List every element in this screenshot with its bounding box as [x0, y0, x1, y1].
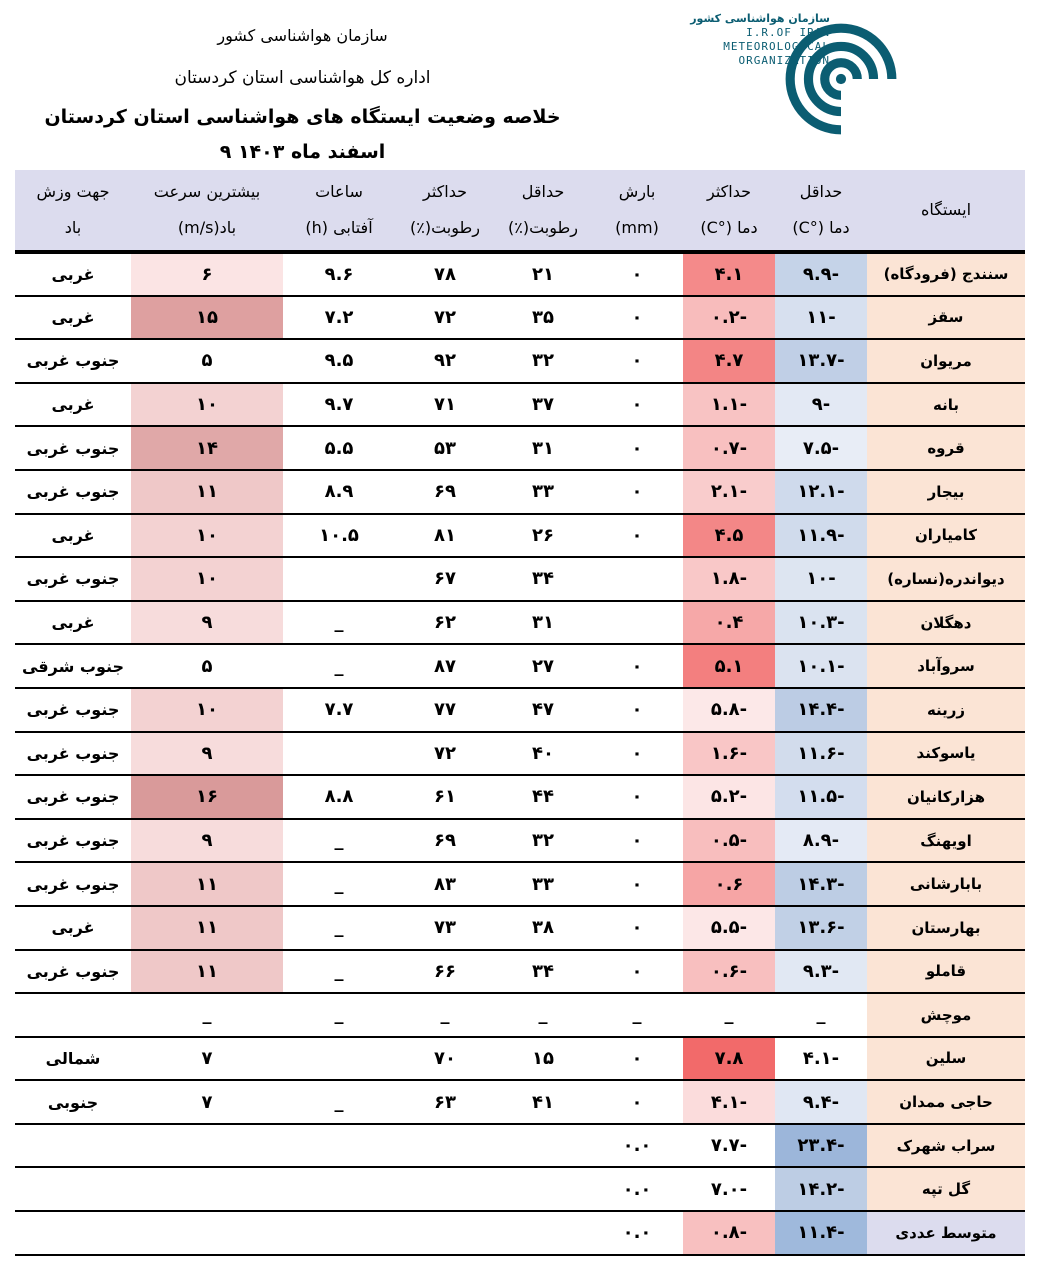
cell-station: زرینه — [867, 688, 1025, 732]
column-header-max-humidity — [395, 170, 495, 252]
cell-max-humidity — [395, 1167, 495, 1211]
logo-text-en-1: I.R.OF IRAN — [746, 26, 830, 39]
cell-wind-dir — [15, 1211, 131, 1255]
cell-max-humidity: ۸۷ — [395, 644, 495, 688]
cell-max-humidity: ۶۹ — [395, 819, 495, 863]
cell-station: سلین — [867, 1037, 1025, 1081]
header-org: سازمان هواشناسی کشور — [217, 26, 388, 45]
cell-max-wind — [131, 1167, 283, 1211]
cell-min-temp: -۷.۵ — [775, 426, 867, 470]
column-header-unit: باد — [64, 218, 82, 237]
cell-station: گل تپه — [867, 1167, 1025, 1211]
cell-max-humidity: ۷۲ — [395, 296, 495, 340]
column-header-sunshine — [283, 170, 395, 252]
table-row — [15, 644, 1025, 688]
cell-station: هزارکانیان — [867, 775, 1025, 819]
column-header-max-wind — [131, 170, 283, 252]
cell-wind-dir: جنوب غربی — [15, 950, 131, 994]
column-header-label: حداکثر — [706, 182, 751, 201]
cell-sunshine: _ — [283, 862, 395, 906]
cell-max-temp: -۰.۵ — [683, 819, 775, 863]
report-title: خلاصه وضعیت ایستگاه های هواشناسی استان کردستان — [44, 106, 561, 128]
cell-max-wind: ۱۴ — [131, 426, 283, 470]
cell-min-temp: -۱۲.۱ — [775, 470, 867, 514]
cell-rain: ۰ — [591, 383, 683, 427]
cell-wind-dir: جنوب غربی — [15, 688, 131, 732]
cell-rain: ۰ — [591, 514, 683, 558]
cell-max-wind: ۷ — [131, 1080, 283, 1124]
logo-text-en-2: METEOROLOGICAL — [723, 40, 830, 53]
cell-sunshine: ۸.۹ — [283, 470, 395, 514]
cell-max-humidity: ۵۳ — [395, 426, 495, 470]
cell-sunshine: ۷.۲ — [283, 296, 395, 340]
cell-min-humidity: ۴۰ — [495, 732, 591, 776]
cell-min-temp: -۱۳.۷ — [775, 339, 867, 383]
cell-min-humidity — [495, 1167, 591, 1211]
cell-min-humidity: _ — [495, 993, 591, 1037]
cell-max-temp: ۴.۷ — [683, 339, 775, 383]
cell-max-temp: ۰.۴ — [683, 601, 775, 645]
cell-max-humidity: ۶۷ — [395, 557, 495, 601]
table-row — [15, 906, 1025, 950]
cell-max-wind: ۵ — [131, 339, 283, 383]
stations-table — [15, 170, 1025, 1256]
cell-max-humidity: ۷۷ — [395, 688, 495, 732]
column-header-unit: باد(m/s) — [177, 218, 237, 237]
table-row — [15, 514, 1025, 558]
cell-min-humidity: ۲۱ — [495, 252, 591, 296]
cell-wind-dir: جنوب غربی — [15, 862, 131, 906]
cell-max-wind: ۱۰ — [131, 514, 283, 558]
table-row — [15, 819, 1025, 863]
cell-max-wind: ۵ — [131, 644, 283, 688]
cell-min-temp: -۱۳.۶ — [775, 906, 867, 950]
cell-max-humidity: ۸۱ — [395, 514, 495, 558]
cell-wind-dir: غربی — [15, 383, 131, 427]
cell-min-temp: -۹ — [775, 383, 867, 427]
cell-rain: ۰ — [591, 1080, 683, 1124]
cell-max-wind: ۱۱ — [131, 862, 283, 906]
cell-sunshine: ۹.۶ — [283, 252, 395, 296]
cell-min-humidity: ۳۱ — [495, 426, 591, 470]
cell-max-humidity — [395, 1124, 495, 1168]
cell-max-humidity: ۷۸ — [395, 252, 495, 296]
cell-min-temp: -۱۴.۳ — [775, 862, 867, 906]
cell-rain: ۰ — [591, 688, 683, 732]
cell-station: قاملو — [867, 950, 1025, 994]
cell-max-wind: ۱۱ — [131, 906, 283, 950]
cell-wind-dir: جنوب غربی — [15, 426, 131, 470]
cell-wind-dir — [15, 993, 131, 1037]
cell-max-temp: ۴.۵ — [683, 514, 775, 558]
cell-wind-dir: غربی — [15, 601, 131, 645]
cell-max-wind: ۱۰ — [131, 383, 283, 427]
cell-min-temp: -۹.۹ — [775, 252, 867, 296]
cell-max-humidity: ۶۶ — [395, 950, 495, 994]
cell-max-temp: -۵.۵ — [683, 906, 775, 950]
cell-station: مریوان — [867, 339, 1025, 383]
cell-min-humidity: ۳۵ — [495, 296, 591, 340]
cell-station: بابارشانی — [867, 862, 1025, 906]
cell-max-humidity: ۸۳ — [395, 862, 495, 906]
cell-min-temp: -۸.۹ — [775, 819, 867, 863]
cell-max-temp: -۵.۲ — [683, 775, 775, 819]
table-row — [15, 557, 1025, 601]
report-date: ۹ اسفند ماه ۱۴۰۳ — [219, 141, 386, 163]
spiral-logo-icon — [780, 18, 902, 140]
table-row — [15, 1080, 1025, 1124]
cell-max-wind: ۶ — [131, 252, 283, 296]
cell-min-temp: -۱۱ — [775, 296, 867, 340]
cell-max-temp: -۱.۶ — [683, 732, 775, 776]
logo-text-en-3: ORGANIZATION — [738, 54, 830, 67]
cell-sunshine — [283, 557, 395, 601]
table-row — [15, 383, 1025, 427]
cell-max-humidity: ۷۱ — [395, 383, 495, 427]
cell-min-temp: _ — [775, 993, 867, 1037]
cell-station: اویهنگ — [867, 819, 1025, 863]
cell-min-temp: -۱۱.۶ — [775, 732, 867, 776]
cell-max-humidity: _ — [395, 993, 495, 1037]
meteorological-organization-logo — [690, 8, 905, 143]
cell-max-humidity — [395, 1211, 495, 1255]
cell-min-humidity: ۴۴ — [495, 775, 591, 819]
cell-min-humidity — [495, 1211, 591, 1255]
cell-min-temp: -۱۰.۱ — [775, 644, 867, 688]
column-header-unit: آفتابی (h) — [305, 218, 373, 237]
cell-max-humidity: ۶۲ — [395, 601, 495, 645]
cell-rain: ۰ — [591, 862, 683, 906]
cell-max-wind: ۹ — [131, 819, 283, 863]
cell-sunshine: _ — [283, 950, 395, 994]
table-row — [15, 862, 1025, 906]
cell-station: سنندج (فرودگاه) — [867, 252, 1025, 296]
cell-station: دهگلان — [867, 601, 1025, 645]
cell-sunshine — [283, 1124, 395, 1168]
cell-rain: ۰ — [591, 296, 683, 340]
cell-rain: ۰ — [591, 1037, 683, 1081]
cell-wind-dir — [15, 1124, 131, 1168]
cell-wind-dir: جنوبی — [15, 1080, 131, 1124]
cell-station: سروآباد — [867, 644, 1025, 688]
cell-wind-dir: جنوب غربی — [15, 732, 131, 776]
cell-max-temp: -۵.۸ — [683, 688, 775, 732]
cell-max-temp: -۰.۶ — [683, 950, 775, 994]
cell-max-temp: ۵.۱ — [683, 644, 775, 688]
cell-min-temp: -۱۰ — [775, 557, 867, 601]
cell-max-wind: ۱۰ — [131, 557, 283, 601]
column-header-unit: دما (°C) — [792, 218, 850, 237]
cell-max-humidity: ۷۲ — [395, 732, 495, 776]
cell-max-humidity: ۶۹ — [395, 470, 495, 514]
logo-text-fa: سازمان هواشناسی کشور — [690, 12, 830, 25]
cell-min-humidity — [495, 1124, 591, 1168]
cell-max-temp: ۰.۶ — [683, 862, 775, 906]
table-row — [15, 775, 1025, 819]
column-header-label: ساعات — [315, 182, 363, 201]
cell-station: بهارستان — [867, 906, 1025, 950]
cell-wind-dir: غربی — [15, 296, 131, 340]
column-header-unit: رطوبت(٪) — [410, 218, 480, 237]
cell-wind-dir: جنوب غربی — [15, 339, 131, 383]
cell-sunshine — [283, 1167, 395, 1211]
table-row — [15, 1037, 1025, 1081]
cell-sunshine: _ — [283, 819, 395, 863]
cell-max-temp: -۰.۷ — [683, 426, 775, 470]
cell-sunshine: ۱۰.۵ — [283, 514, 395, 558]
cell-station: متوسط عددی — [867, 1211, 1025, 1255]
column-header-rain — [591, 170, 683, 252]
cell-sunshine: _ — [283, 906, 395, 950]
cell-min-humidity: ۳۴ — [495, 950, 591, 994]
cell-max-wind: ۱۱ — [131, 470, 283, 514]
cell-sunshine: ۹.۵ — [283, 339, 395, 383]
cell-wind-dir — [15, 1167, 131, 1211]
cell-rain — [591, 601, 683, 645]
cell-max-humidity: ۷۳ — [395, 906, 495, 950]
cell-max-humidity: ۷۰ — [395, 1037, 495, 1081]
table-row — [15, 688, 1025, 732]
cell-max-wind: ۱۰ — [131, 688, 283, 732]
cell-rain: ۰.۰ — [591, 1167, 683, 1211]
cell-min-temp: -۴.۱ — [775, 1037, 867, 1081]
cell-min-temp: -۱۱.۴ — [775, 1211, 867, 1255]
cell-rain: ۰.۰ — [591, 1211, 683, 1255]
table-body — [15, 252, 1025, 1255]
cell-max-temp: -۲.۱ — [683, 470, 775, 514]
cell-rain: ۰.۰ — [591, 1124, 683, 1168]
cell-max-wind: ۹ — [131, 732, 283, 776]
cell-sunshine — [283, 1211, 395, 1255]
cell-min-temp: -۱۱.۵ — [775, 775, 867, 819]
cell-wind-dir: جنوب غربی — [15, 470, 131, 514]
cell-min-temp: -۱۴.۴ — [775, 688, 867, 732]
cell-min-humidity: ۴۷ — [495, 688, 591, 732]
cell-station: حاجی ممدان — [867, 1080, 1025, 1124]
cell-max-wind: ۱۵ — [131, 296, 283, 340]
cell-rain: ۰ — [591, 339, 683, 383]
table-row — [15, 339, 1025, 383]
table-header-row — [15, 170, 1025, 252]
column-header-label: حداقل — [799, 182, 843, 201]
cell-max-temp: -۱.۱ — [683, 383, 775, 427]
cell-station: یاسوکند — [867, 732, 1025, 776]
cell-wind-dir: جنوب شرقی — [15, 644, 131, 688]
cell-station: قروه — [867, 426, 1025, 470]
cell-max-wind: ۱۶ — [131, 775, 283, 819]
cell-max-temp: -۰.۸ — [683, 1211, 775, 1255]
column-header-unit: دما (°C) — [700, 218, 758, 237]
table-row — [15, 470, 1025, 514]
column-header-max-temp — [683, 170, 775, 252]
cell-max-wind: ۹ — [131, 601, 283, 645]
cell-min-humidity: ۳۳ — [495, 470, 591, 514]
cell-max-temp: -۷.۰ — [683, 1167, 775, 1211]
cell-min-humidity: ۲۷ — [495, 644, 591, 688]
cell-max-wind: ۷ — [131, 1037, 283, 1081]
cell-max-wind: _ — [131, 993, 283, 1037]
cell-station: دیواندره(نساره) — [867, 557, 1025, 601]
cell-sunshine: _ — [283, 993, 395, 1037]
cell-wind-dir: جنوب غربی — [15, 819, 131, 863]
cell-sunshine: _ — [283, 1080, 395, 1124]
cell-max-temp: -۴.۱ — [683, 1080, 775, 1124]
cell-wind-dir: غربی — [15, 514, 131, 558]
table-row — [15, 1124, 1025, 1168]
table-row — [15, 426, 1025, 470]
cell-rain: ۰ — [591, 819, 683, 863]
cell-min-temp: -۱۴.۲ — [775, 1167, 867, 1211]
cell-min-humidity: ۱۵ — [495, 1037, 591, 1081]
cell-sunshine: _ — [283, 644, 395, 688]
cell-wind-dir: غربی — [15, 906, 131, 950]
cell-station: بانه — [867, 383, 1025, 427]
column-header-label: حداقل — [521, 182, 565, 201]
cell-station: موچش — [867, 993, 1025, 1037]
cell-wind-dir: شمالی — [15, 1037, 131, 1081]
cell-wind-dir: غربی — [15, 252, 131, 296]
cell-wind-dir: جنوب غربی — [15, 557, 131, 601]
cell-max-temp: -۰.۲ — [683, 296, 775, 340]
column-header-label: حداکثر — [422, 182, 467, 201]
cell-max-temp: -۷.۷ — [683, 1124, 775, 1168]
table-row — [15, 993, 1025, 1037]
column-header-label: جهت وزش — [36, 182, 110, 201]
cell-max-wind: ۱۱ — [131, 950, 283, 994]
cell-rain — [591, 557, 683, 601]
cell-max-humidity: ۹۲ — [395, 339, 495, 383]
cell-min-humidity: ۴۱ — [495, 1080, 591, 1124]
cell-sunshine: ۹.۷ — [283, 383, 395, 427]
cell-min-temp: -۱۱.۹ — [775, 514, 867, 558]
cell-rain: ۰ — [591, 775, 683, 819]
cell-sunshine: _ — [283, 601, 395, 645]
cell-sunshine: ۷.۷ — [283, 688, 395, 732]
column-header-label: ایستگاه — [920, 200, 972, 219]
cell-wind-dir: جنوب غربی — [15, 775, 131, 819]
cell-max-wind — [131, 1211, 283, 1255]
cell-min-temp: -۲۳.۴ — [775, 1124, 867, 1168]
cell-max-temp: ۴.۱ — [683, 252, 775, 296]
table-row — [15, 296, 1025, 340]
cell-min-temp: -۱۰.۳ — [775, 601, 867, 645]
cell-station: سراب شهرک — [867, 1124, 1025, 1168]
column-header-station — [867, 170, 1025, 252]
cell-min-humidity: ۳۴ — [495, 557, 591, 601]
cell-max-humidity: ۶۳ — [395, 1080, 495, 1124]
cell-sunshine: ۵.۵ — [283, 426, 395, 470]
cell-min-humidity: ۳۲ — [495, 819, 591, 863]
table-row — [15, 252, 1025, 296]
cell-max-temp: _ — [683, 993, 775, 1037]
cell-rain: ۰ — [591, 906, 683, 950]
cell-min-temp: -۹.۳ — [775, 950, 867, 994]
cell-rain: ۰ — [591, 950, 683, 994]
column-header-label: بیشترین سرعت — [153, 182, 261, 201]
cell-min-humidity: ۲۶ — [495, 514, 591, 558]
cell-min-humidity: ۳۳ — [495, 862, 591, 906]
cell-rain: ۰ — [591, 732, 683, 776]
cell-max-temp: -۱.۸ — [683, 557, 775, 601]
table-row — [15, 601, 1025, 645]
column-header-wind-dir — [15, 170, 131, 252]
table-row — [15, 732, 1025, 776]
cell-station: بیجار — [867, 470, 1025, 514]
table-row — [15, 950, 1025, 994]
cell-max-wind — [131, 1124, 283, 1168]
column-header-min-temp — [775, 170, 867, 252]
cell-min-humidity: ۳۷ — [495, 383, 591, 427]
cell-station: سقز — [867, 296, 1025, 340]
cell-sunshine — [283, 732, 395, 776]
cell-min-humidity: ۳۸ — [495, 906, 591, 950]
cell-sunshine: ۸.۸ — [283, 775, 395, 819]
column-header-label: بارش — [618, 182, 656, 201]
column-header-unit: رطوبت(٪) — [508, 218, 578, 237]
table-row — [15, 1167, 1025, 1211]
cell-rain: ۰ — [591, 252, 683, 296]
cell-station: کامیاران — [867, 514, 1025, 558]
cell-rain: ۰ — [591, 644, 683, 688]
cell-sunshine — [283, 1037, 395, 1081]
table-row — [15, 1211, 1025, 1255]
column-header-unit: (mm) — [615, 218, 659, 237]
cell-min-humidity: ۳۲ — [495, 339, 591, 383]
cell-min-temp: -۹.۴ — [775, 1080, 867, 1124]
cell-rain: _ — [591, 993, 683, 1037]
cell-rain: ۰ — [591, 426, 683, 470]
cell-min-humidity: ۳۱ — [495, 601, 591, 645]
cell-max-temp: ۷.۸ — [683, 1037, 775, 1081]
column-header-min-humidity — [495, 170, 591, 252]
cell-rain: ۰ — [591, 470, 683, 514]
cell-max-humidity: ۶۱ — [395, 775, 495, 819]
header-office: اداره کل هواشناسی استان کردستان — [174, 68, 431, 88]
